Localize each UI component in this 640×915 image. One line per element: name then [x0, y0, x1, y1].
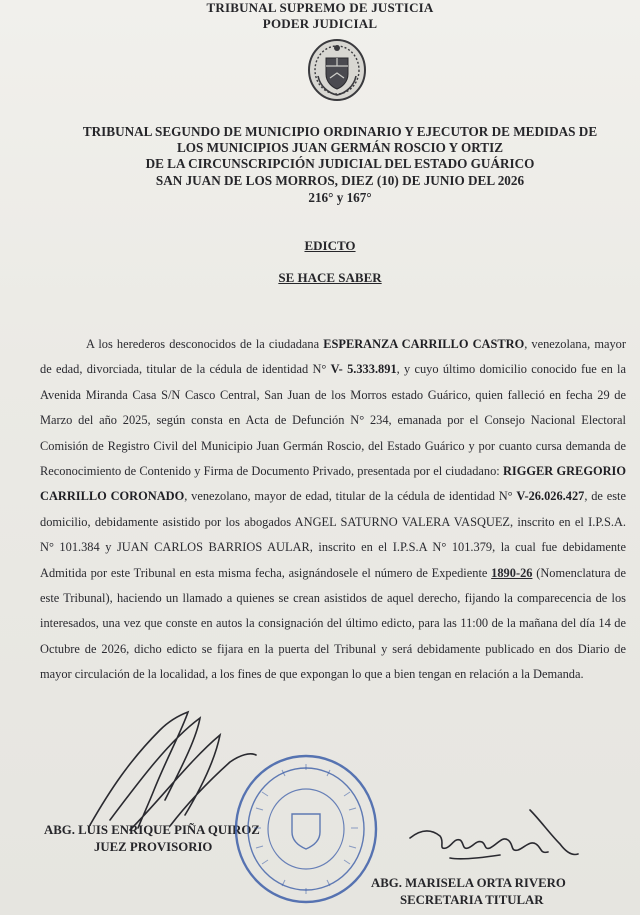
judge-name: ABG. LUIS ENRIQUE PIÑA QUIROZ [44, 823, 260, 837]
body-text: (Nomenclatura de este Tribunal), haciendo un llamado a quienes se crean asistidos de aquel derecho, fijando la comparecencia de los interesados, una vez que conste en autos la consignación del último edicto, para las 11:00 de la mañana del día 14 de Octubre de 2026, dicho edicto se fijara en la puerta del Tribunal y será debidamente publicado en dos Diario de mayor circulación de la localidad, a los fines de que expongan lo que a bien tengan en relación a la Demanda. [40, 565, 626, 682]
edicto-title: EDICTO [304, 238, 356, 253]
coat-of-arms-seal-icon [306, 36, 368, 102]
body-text: , venezolana, mayor de edad, divorciada, titular de la cédula de identidad N° [40, 337, 626, 377]
court-years: 216° y 167° [308, 190, 372, 205]
plaintiff-id: V-26.026.427 [516, 489, 585, 504]
court-line-1: TRIBUNAL SEGUNDO DE MUNICIPIO ORDINARIO Y EJECUTOR DE MEDIDAS DE [82, 124, 598, 139]
body-text: A los herederos desconocidos de la ciudadana [86, 337, 324, 351]
deceased-name: ESPERANZA CARRILLO CASTRO [323, 337, 525, 351]
court-line-3: DE LA CIRCUNSCRIPCIÓN JUDICIAL DEL ESTADO GUÁRICO [145, 156, 535, 171]
body-text: , y cuyo último domicilio conocido fue en la Avenida Miranda Casa S/N Casco Central, San Juan de los Morros estado Guárico, quien falleció en fecha 29 de Marzo del año 2025, según consta en Acta de Defunción N° 234, emanada por el Consejo Nacional Electoral Comisión de Registro Civil del Municipio Juan Germán Roscio, del Estado Guárico y por cuanto cursa demanda de Reconocimiento de Contenido y Firma de Documento Privado, presentada por el ciudadano: [40, 362, 626, 479]
body-text: , venezolano, mayor de edad, titular de la cédula de identidad N° [184, 489, 517, 504]
court-stamp-icon [232, 752, 380, 906]
secretary-title: SECRETARIA TITULAR [400, 893, 544, 907]
header-line-2: PODER JUDICIAL [262, 16, 378, 31]
judge-title: JUEZ PROVISORIO [94, 840, 213, 854]
se-hace-saber-title: SE HACE SABER [278, 270, 382, 285]
case-number: 1890-26 [491, 565, 533, 580]
court-line-2: LOS MUNICIPIOS JUAN GERMÁN ROSCIO Y ORTIZ [176, 140, 504, 155]
secretary-name: ABG. MARISELA ORTA RIVERO [371, 876, 566, 890]
secretary-signature-icon [390, 800, 590, 880]
court-place-date: SAN JUAN DE LOS MORROS, DIEZ (10) DE JUNIO DEL 2026 [155, 173, 525, 188]
edict-body [40, 332, 626, 688]
edict-paragraph [40, 332, 626, 688]
body-text: , de este domicilio, debidamente asistido por los abogados ANGEL SATURNO VALERA VASQUEZ, inscrito en el I.P.S.A. N° 101.384 y JUAN CARLOS BARRIOS AULAR, inscrito en el I.P.S.A N° 101.379, la cual fue debidamente Admitida por este Tribunal en esta misma fecha, asignándosele el número de Expediente [40, 489, 626, 580]
plaintiff-name: RIGGER GREGORIO CARRILLO CORONADO [40, 464, 627, 504]
deceased-id: V- 5.333.891 [330, 362, 397, 377]
header-line-1: TRIBUNAL SUPREMO DE JUSTICIA [206, 0, 434, 15]
